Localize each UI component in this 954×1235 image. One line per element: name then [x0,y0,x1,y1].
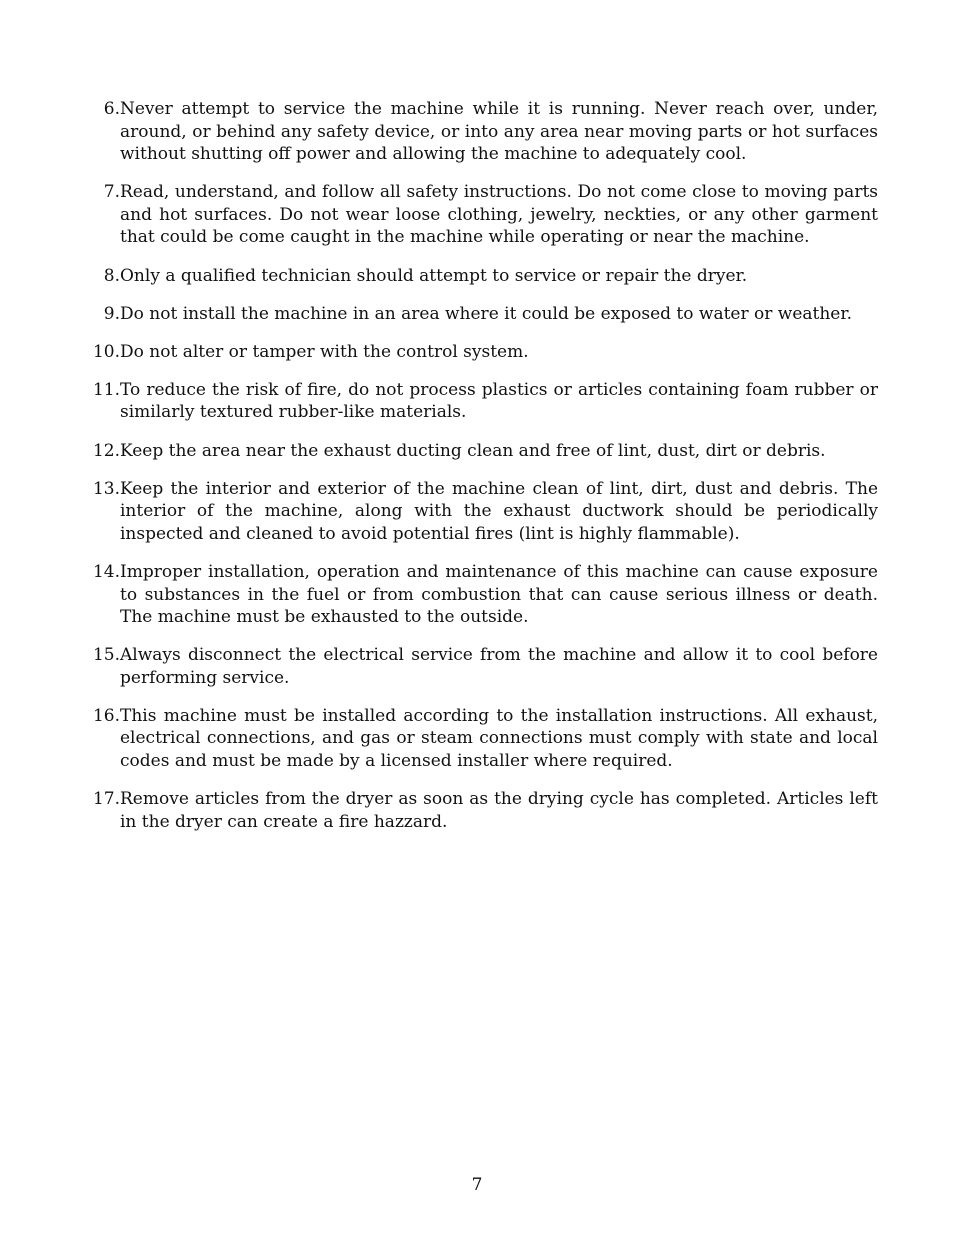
page-number: 7 [471,1175,483,1195]
item-number: 8. [103,265,120,286]
list-item [80,181,878,249]
item-text: Only a qualified technician should attempt to service or repair the dryer. [120,265,748,286]
list-item [80,478,878,546]
item-text: Never attempt to service the machine while it is running. Never reach over, under, around, or behind any safety device, or into any area near moving parts or hot surfaces without shutting off power and allowing the machine to adequately cool. [120,99,878,165]
list-item [80,303,878,326]
list-item [80,379,878,424]
list-item [80,265,878,288]
item-number: 13. [92,478,120,499]
item-number: 17. [92,789,120,810]
item-text: Keep the area near the exhaust ducting clean and free of lint, dust, dirt or debris. [120,440,826,461]
item-text: Always disconnect the electrical service from the machine and allow it to cool before performing service. [120,645,878,688]
item-number: 9. [103,303,120,324]
item-number: 11. [92,379,120,400]
item-text: Do not install the machine in an area where it could be exposed to water or weather. [120,303,853,324]
item-text: Keep the interior and exterior of the machine clean of lint, dirt, dust and debris. The interior of the machine, along with the exhaust ductwork should be periodically inspected and cleaned to avoid potential fires (lint is highly flammable). [120,478,878,544]
item-text: Read, understand, and follow all safety instructions. Do not come close to moving parts and hot surfaces. Do not wear loose clothing, jewelry, neckties, or any other garment that could be come caught in the machine while operating or near the machine. [120,182,878,248]
item-number: 10. [92,341,120,362]
item-text: This machine must be installed according to the installation instructions. All exhaust, electrical connections, and gas or steam connections must comply with state and local codes and must be made by a licensed installer where required. [120,705,878,772]
safety-instructions-list [80,98,878,849]
item-number: 6. [103,99,120,119]
list-item [80,788,878,833]
list-item [80,705,878,773]
list-item [80,561,878,629]
list-item [80,644,878,689]
item-text: Improper installation, operation and maintenance of this machine can cause exposure to substances in the fuel or from combustion that can cause serious illness or death. The machine must be exhausted to the outside. [120,561,878,628]
item-text: Remove articles from the dryer as soon as the drying cycle has completed. Articles left in the dryer can create a fire hazzard. [120,789,878,832]
list-item [80,98,878,166]
item-number: 7. [103,182,120,203]
list-item [80,341,878,364]
item-number: 15. [92,645,120,666]
item-number: 14. [92,561,120,582]
item-text: To reduce the risk of fire, do not process plastics or articles containing foam rubber or similarly textured rubber-like materials. [120,379,878,423]
item-number: 16. [92,705,120,726]
list-item [80,440,878,463]
item-text: Do not alter or tamper with the control system. [120,341,529,362]
item-number: 12. [92,440,120,461]
